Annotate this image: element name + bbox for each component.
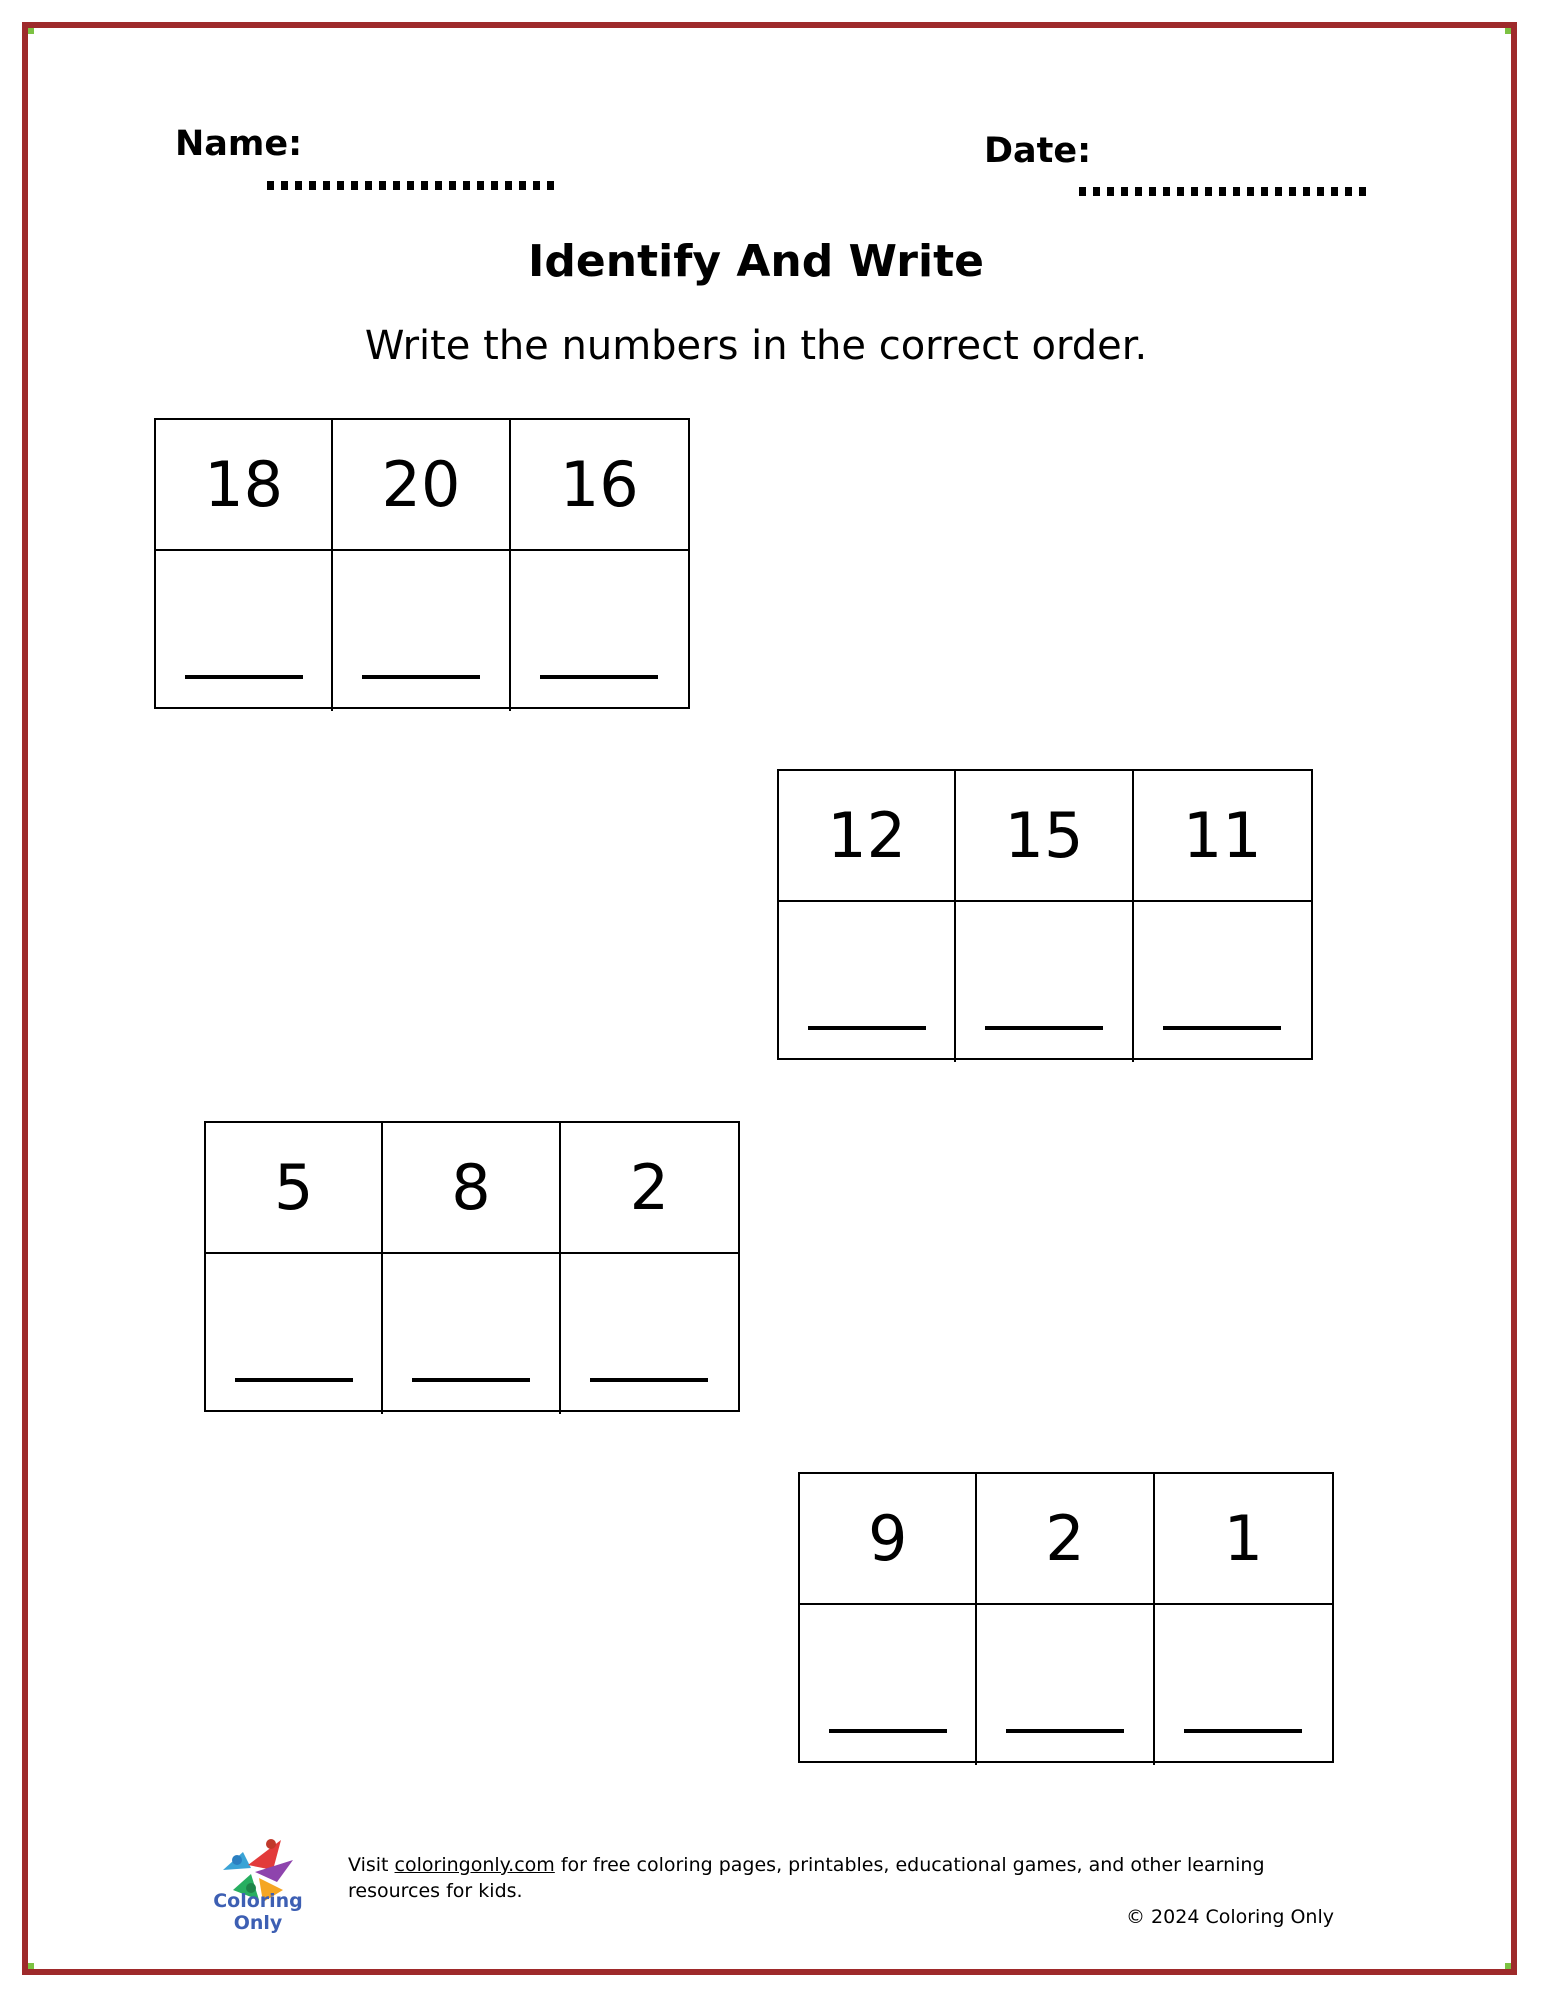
- number-cell: 12: [779, 771, 956, 902]
- date-label: Date:: [984, 131, 1092, 171]
- number-cell: 2: [977, 1474, 1154, 1605]
- date-field[interactable]: [1079, 187, 1369, 196]
- answer-blank: [362, 675, 480, 679]
- answer-blank: [235, 1378, 353, 1382]
- number-cell: 9: [800, 1474, 977, 1605]
- number-cell: 1: [1155, 1474, 1332, 1605]
- answer-blank: [590, 1378, 708, 1382]
- answer-blank: [829, 1729, 947, 1733]
- corner-accent: [28, 28, 34, 34]
- answer-cell[interactable]: [156, 551, 333, 711]
- answer-cell[interactable]: [1155, 1605, 1332, 1765]
- number-cell: 20: [333, 420, 510, 551]
- footer: [348, 1852, 1334, 1930]
- number-cell: 2: [561, 1123, 738, 1254]
- answer-blank: [1184, 1729, 1302, 1733]
- copyright-text: © 2024 Coloring Only: [1126, 1906, 1334, 1928]
- number-cell: 15: [956, 771, 1133, 902]
- site-link[interactable]: coloringonly.com: [394, 1854, 555, 1876]
- exercise-grid-1: [154, 418, 690, 709]
- footer-visit-line: [348, 1852, 1334, 1904]
- corner-accent: [28, 1963, 34, 1969]
- number-cell: 8: [383, 1123, 560, 1254]
- number-cell: 16: [511, 420, 688, 551]
- answer-blank: [1006, 1729, 1124, 1733]
- name-label: Name:: [175, 124, 303, 164]
- answer-cell[interactable]: [333, 551, 510, 711]
- answer-blank: [808, 1026, 926, 1030]
- answer-cell[interactable]: [383, 1254, 560, 1414]
- exercise-grid-4: [798, 1472, 1334, 1763]
- exercise-grid-2: [777, 769, 1313, 1060]
- footer-visit-suffix: for free coloring pages, printables, educational games, and other learning resources for kids.: [348, 1854, 1265, 1902]
- answer-blank: [185, 675, 303, 679]
- answer-blank: [412, 1378, 530, 1382]
- number-cell: 18: [156, 420, 333, 551]
- answer-cell[interactable]: [1134, 902, 1311, 1062]
- answer-cell[interactable]: [206, 1254, 383, 1414]
- answer-cell[interactable]: [561, 1254, 738, 1414]
- logo-text: Coloring Only: [213, 1890, 303, 1934]
- exercise-grid-3: [204, 1121, 740, 1412]
- name-field[interactable]: [267, 181, 557, 190]
- answer-cell[interactable]: [511, 551, 688, 711]
- answer-cell[interactable]: [779, 902, 956, 1062]
- answer-blank: [985, 1026, 1103, 1030]
- answer-blank: [540, 675, 658, 679]
- number-cell: 5: [206, 1123, 383, 1254]
- answer-cell[interactable]: [977, 1605, 1154, 1765]
- instruction-text: Write the numbers in the correct order.: [364, 323, 1148, 369]
- answer-cell[interactable]: [800, 1605, 977, 1765]
- answer-blank: [1163, 1026, 1281, 1030]
- worksheet-title: Identify And Write: [528, 236, 984, 287]
- answer-cell[interactable]: [956, 902, 1133, 1062]
- number-cell: 11: [1134, 771, 1311, 902]
- corner-accent: [1505, 28, 1511, 34]
- footer-visit-prefix: Visit: [348, 1854, 395, 1876]
- corner-accent: [1505, 1963, 1511, 1969]
